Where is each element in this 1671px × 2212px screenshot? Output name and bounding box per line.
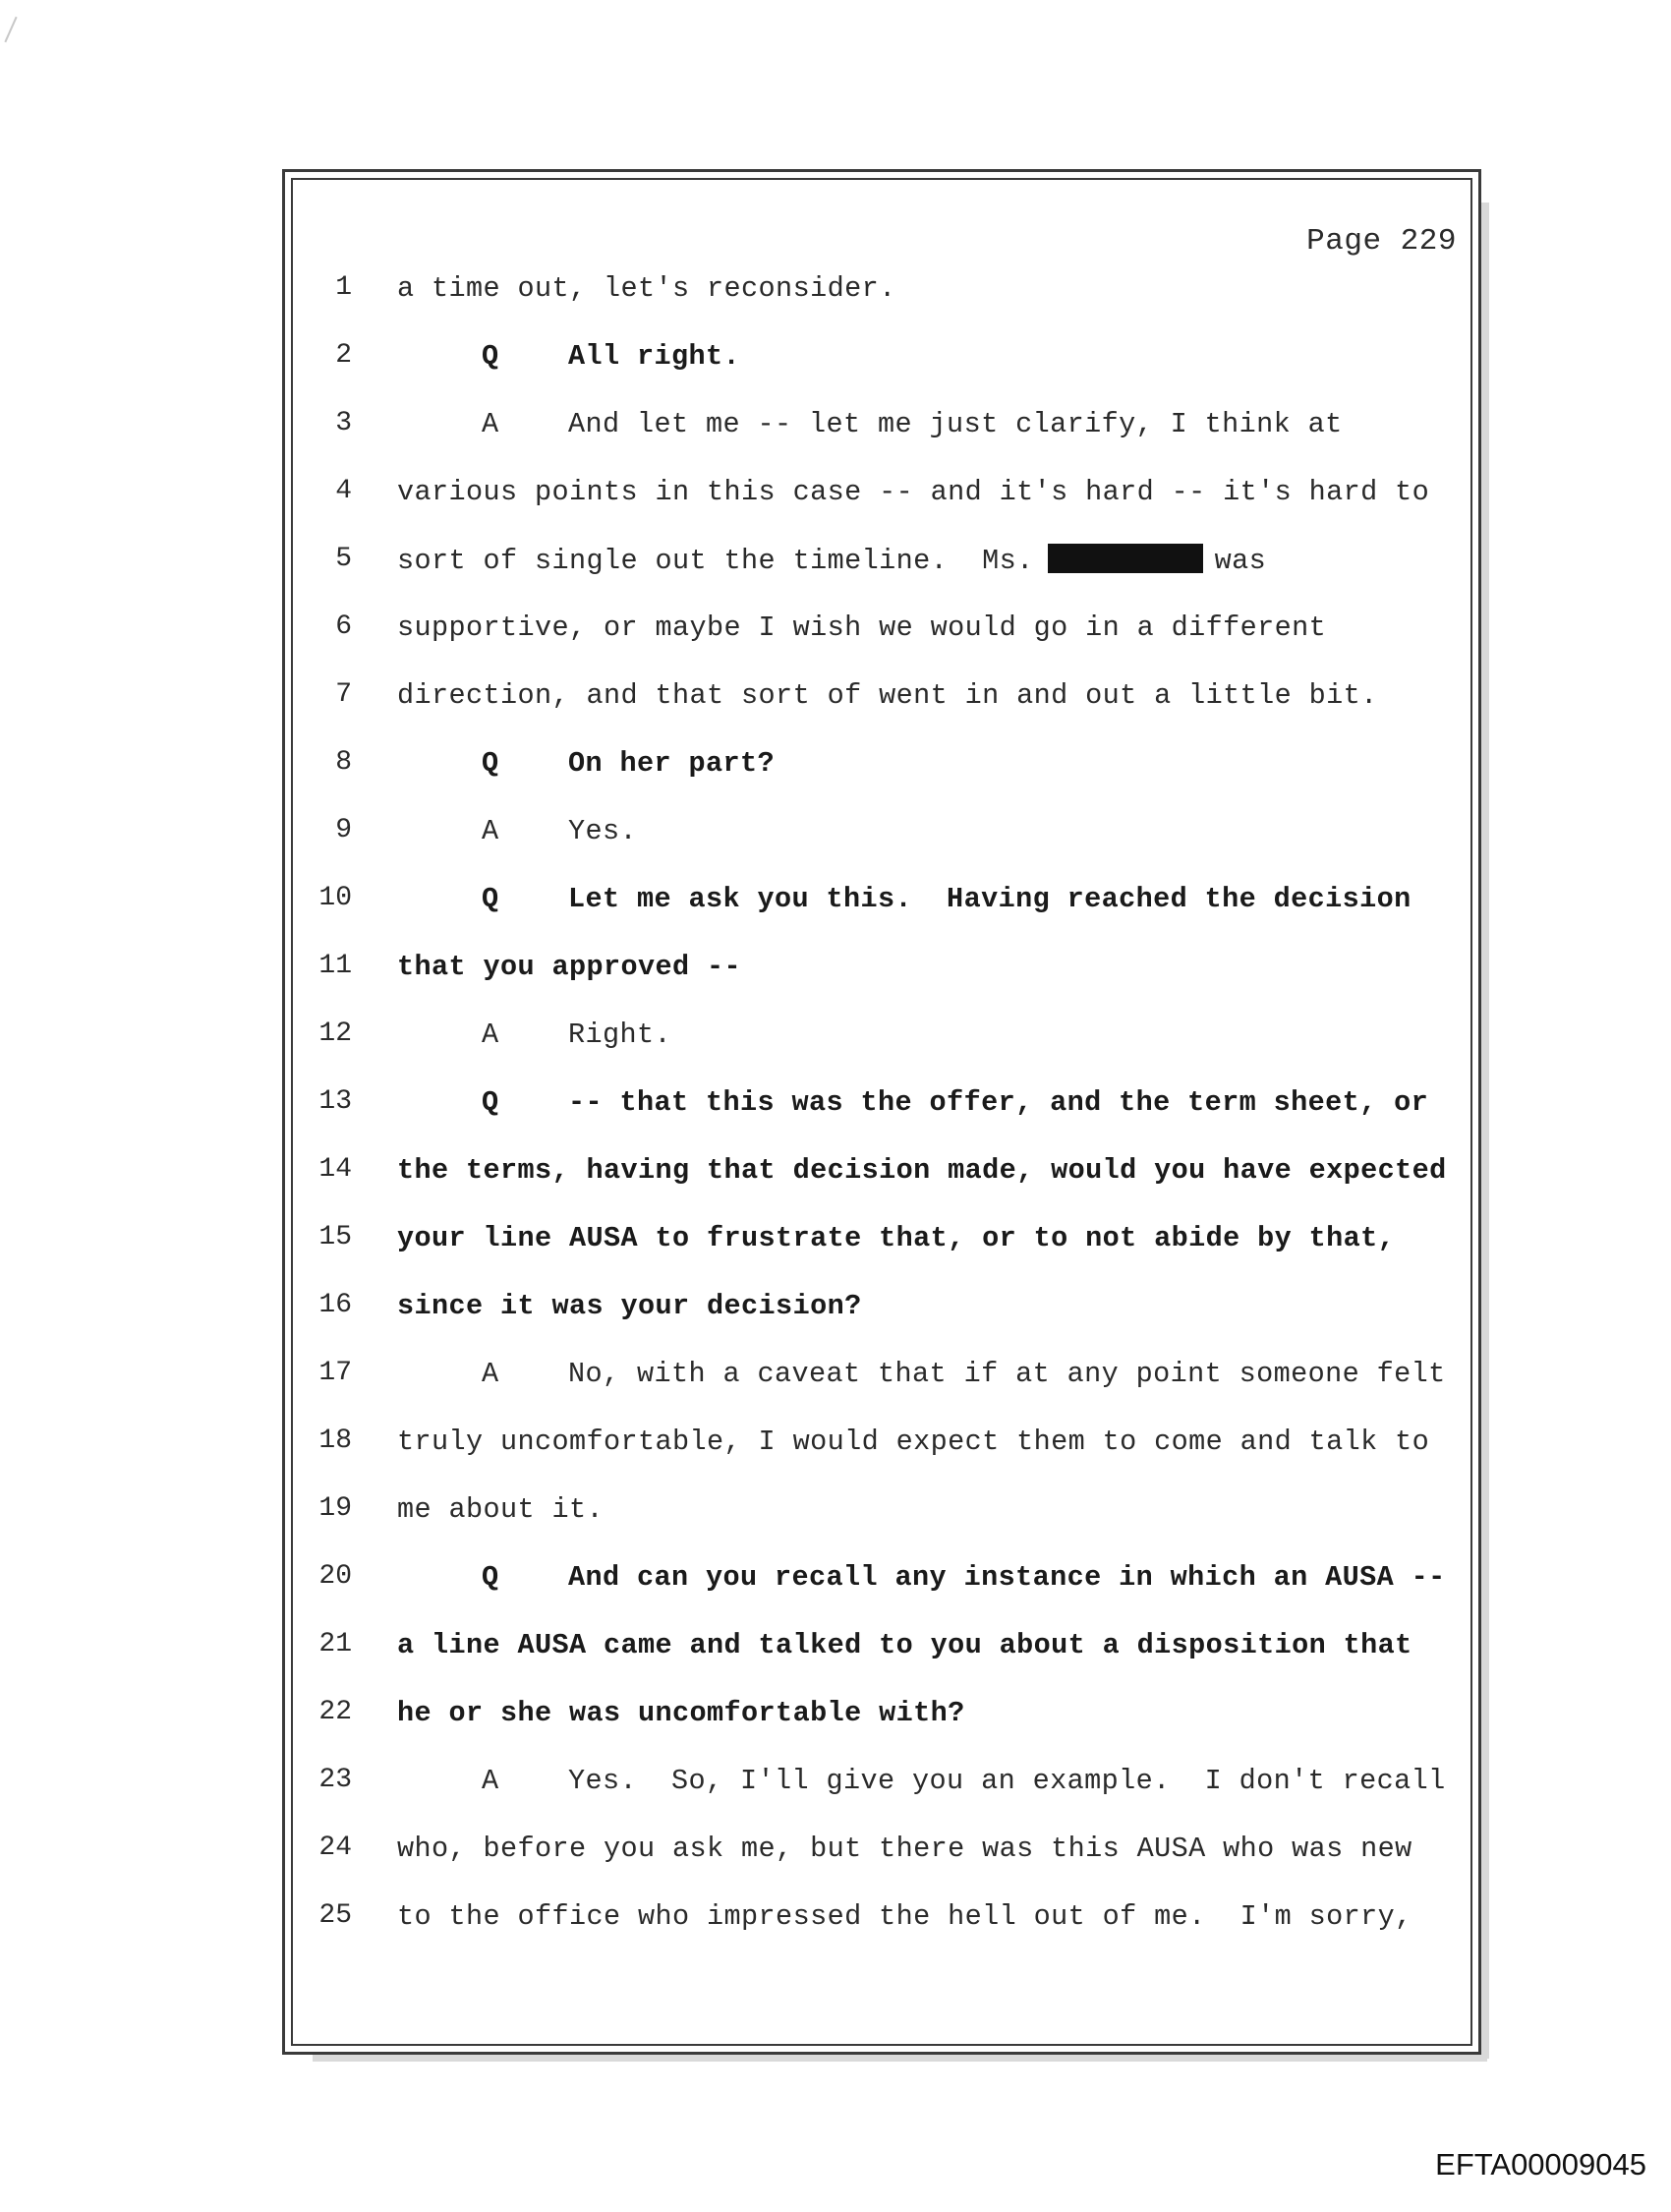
line-number: 23 bbox=[318, 1765, 352, 1795]
line-text bbox=[482, 883, 1412, 915]
transcript-line bbox=[0, 1358, 1671, 1397]
line-number: 4 bbox=[335, 476, 352, 506]
line-number: 6 bbox=[335, 611, 352, 642]
transcript-line bbox=[0, 340, 1671, 379]
speech-text: And let me -- let me just clarify, I think at bbox=[568, 408, 1343, 440]
speech-text: All right. bbox=[568, 340, 741, 373]
redaction-block bbox=[1048, 544, 1203, 573]
line-number: 17 bbox=[318, 1358, 352, 1388]
transcript-line bbox=[0, 1154, 1671, 1193]
line-text: direction, and that sort of went in and out a little bit. bbox=[397, 679, 1378, 712]
line-text: since it was your decision? bbox=[397, 1290, 862, 1322]
line-number: 7 bbox=[335, 679, 352, 710]
line-text: to the office who impressed the hell out of me. I'm sorry, bbox=[397, 1900, 1412, 1933]
line-text bbox=[482, 340, 740, 373]
line-text: various points in this case -- and it's hard -- it's hard to bbox=[397, 476, 1430, 508]
transcript-line bbox=[0, 476, 1671, 515]
speaker-label: Q bbox=[482, 340, 499, 373]
line-text: truly uncomfortable, I would expect them to come and talk to bbox=[397, 1426, 1430, 1458]
line-text bbox=[482, 1019, 671, 1051]
transcript-line bbox=[0, 815, 1671, 854]
line-text: that you approved -- bbox=[397, 951, 742, 983]
transcript-line bbox=[0, 1833, 1671, 1872]
transcript-line bbox=[0, 611, 1671, 651]
speaker-label: A bbox=[482, 1019, 499, 1051]
transcript-line bbox=[0, 1019, 1671, 1058]
speech-text: Right. bbox=[568, 1019, 672, 1051]
line-number: 24 bbox=[318, 1833, 352, 1863]
transcript-line bbox=[0, 1697, 1671, 1736]
line-number: 21 bbox=[318, 1629, 352, 1659]
speaker-label: A bbox=[482, 408, 499, 440]
line-number: 18 bbox=[318, 1426, 352, 1456]
line-number: 12 bbox=[318, 1019, 352, 1049]
transcript-line bbox=[0, 883, 1671, 922]
line-text bbox=[482, 408, 1343, 440]
transcript-line bbox=[0, 747, 1671, 786]
line-number: 19 bbox=[318, 1493, 352, 1524]
transcript-line bbox=[0, 1426, 1671, 1465]
transcript-line bbox=[0, 951, 1671, 990]
line-text: supportive, or maybe I wish we would go in a different bbox=[397, 611, 1327, 644]
line-number: 5 bbox=[335, 544, 352, 574]
speech-text: And can you recall any instance in which an AUSA -- bbox=[568, 1561, 1446, 1594]
transcript-line bbox=[0, 1290, 1671, 1329]
line-text: a time out, let's reconsider. bbox=[397, 272, 896, 305]
transcript-line bbox=[0, 1086, 1671, 1126]
speaker-label: Q bbox=[482, 1561, 499, 1594]
speaker-label: A bbox=[482, 1358, 499, 1390]
line-number: 10 bbox=[318, 883, 352, 913]
line-text: your line AUSA to frustrate that, or to not abide by that, bbox=[397, 1222, 1396, 1254]
line-number: 15 bbox=[318, 1222, 352, 1252]
line-number: 3 bbox=[335, 408, 352, 438]
speech-text: Let me ask you this. Having reached the decision bbox=[568, 883, 1412, 915]
page-number: Page 229 bbox=[1306, 224, 1457, 259]
line-text: who, before you ask me, but there was this AUSA who was new bbox=[397, 1833, 1412, 1865]
line-text bbox=[482, 747, 775, 780]
transcript-line bbox=[0, 544, 1671, 583]
line-text-before-redaction: sort of single out the timeline. Ms. bbox=[397, 545, 1034, 577]
speech-text: Yes. So, I'll give you an example. I don't recall bbox=[568, 1765, 1446, 1797]
transcript-line bbox=[0, 1561, 1671, 1601]
line-number: 2 bbox=[335, 340, 352, 371]
line-text bbox=[482, 1358, 1446, 1390]
line-number: 14 bbox=[318, 1154, 352, 1185]
transcript-line bbox=[0, 679, 1671, 719]
transcript-line bbox=[0, 1900, 1671, 1940]
line-number: 1 bbox=[335, 272, 352, 303]
transcript-line bbox=[0, 1493, 1671, 1533]
speaker-label: Q bbox=[482, 883, 499, 915]
line-number: 9 bbox=[335, 815, 352, 845]
frame-shadow-bottom bbox=[313, 2055, 1487, 2062]
transcript-line bbox=[0, 1222, 1671, 1261]
speaker-label: Q bbox=[482, 747, 499, 780]
speech-text: -- that this was the offer, and the term sheet, or bbox=[568, 1086, 1429, 1119]
line-text bbox=[482, 1561, 1446, 1594]
line-text bbox=[482, 1765, 1446, 1797]
line-number: 13 bbox=[318, 1086, 352, 1117]
line-text: a line AUSA came and talked to you about a disposition that bbox=[397, 1629, 1412, 1661]
speaker-label: A bbox=[482, 1765, 499, 1797]
speech-text: On her part? bbox=[568, 747, 776, 780]
line-text: the terms, having that decision made, would you have expected bbox=[397, 1154, 1447, 1187]
line-number: 22 bbox=[318, 1697, 352, 1727]
line-text-after-redaction: was bbox=[1214, 545, 1267, 577]
line-text bbox=[482, 1086, 1428, 1119]
transcript-line bbox=[0, 1629, 1671, 1668]
scan-artifact bbox=[4, 17, 17, 42]
line-number: 8 bbox=[335, 747, 352, 778]
transcript-line bbox=[0, 272, 1671, 312]
line-number: 20 bbox=[318, 1561, 352, 1592]
speech-text: Yes. bbox=[568, 815, 638, 847]
line-text bbox=[482, 815, 637, 847]
document-id-footer: EFTA00009045 bbox=[1435, 2147, 1646, 2182]
line-number: 25 bbox=[318, 1900, 352, 1931]
speaker-label: A bbox=[482, 815, 499, 847]
line-text: me about it. bbox=[397, 1493, 605, 1526]
speech-text: No, with a caveat that if at any point someone felt bbox=[568, 1358, 1446, 1390]
line-number: 11 bbox=[318, 951, 352, 981]
line-text: he or she was uncomfortable with? bbox=[397, 1697, 965, 1729]
transcript-line bbox=[0, 408, 1671, 447]
speaker-label: Q bbox=[482, 1086, 499, 1119]
line-number: 16 bbox=[318, 1290, 352, 1320]
line-text bbox=[397, 544, 1266, 577]
transcript-line bbox=[0, 1765, 1671, 1804]
